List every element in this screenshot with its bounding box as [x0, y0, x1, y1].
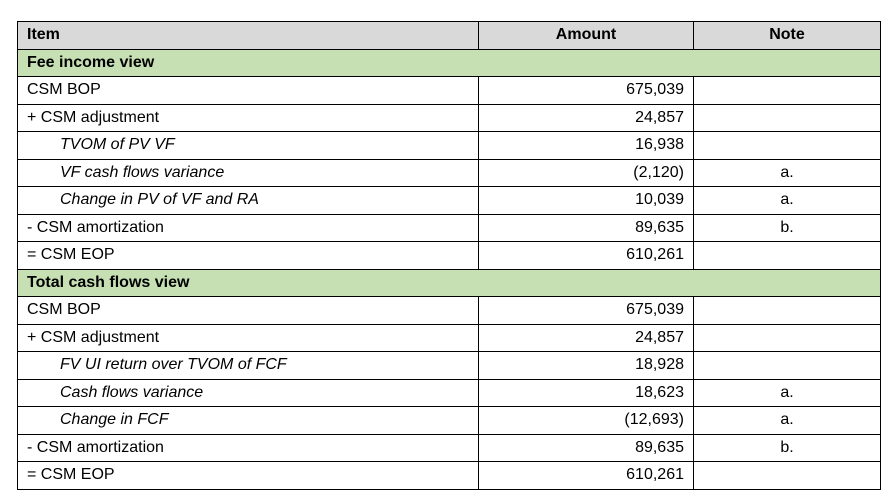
- amount-cell: 10,039: [479, 187, 694, 215]
- amount-cell: (2,120): [479, 159, 694, 187]
- table-row: [18, 462, 881, 490]
- note-cell: b.: [694, 434, 881, 462]
- amount-cell: 89,635: [479, 434, 694, 462]
- table-row: [18, 379, 881, 407]
- note-cell: [694, 242, 881, 270]
- amount-cell: 24,857: [479, 324, 694, 352]
- table-row: [18, 434, 881, 462]
- item-cell: VF cash flows variance: [18, 159, 479, 187]
- note-cell: a.: [694, 379, 881, 407]
- item-cell: - CSM amortization: [18, 434, 479, 462]
- note-cell: [694, 352, 881, 380]
- note-cell: [694, 462, 881, 490]
- item-cell: CSM BOP: [18, 297, 479, 325]
- note-cell: [694, 132, 881, 160]
- table-row: [18, 77, 881, 105]
- amount-cell: 610,261: [479, 462, 694, 490]
- item-cell: + CSM adjustment: [18, 324, 479, 352]
- section-title: Fee income view: [18, 49, 881, 77]
- note-cell: a.: [694, 407, 881, 435]
- table-row: [18, 297, 881, 325]
- header-item: Item: [18, 22, 479, 50]
- item-cell: + CSM adjustment: [18, 104, 479, 132]
- item-cell: FV UI return over TVOM of FCF: [18, 352, 479, 380]
- note-cell: [694, 104, 881, 132]
- amount-cell: 675,039: [479, 77, 694, 105]
- csm-reconciliation-table: [17, 21, 881, 490]
- table-row: [18, 242, 881, 270]
- amount-cell: 16,938: [479, 132, 694, 160]
- item-cell: - CSM amortization: [18, 214, 479, 242]
- header-note: Note: [694, 22, 881, 50]
- item-cell: CSM BOP: [18, 77, 479, 105]
- amount-cell: 89,635: [479, 214, 694, 242]
- amount-cell: 675,039: [479, 297, 694, 325]
- note-cell: [694, 324, 881, 352]
- table-row: [18, 324, 881, 352]
- note-cell: [694, 297, 881, 325]
- note-cell: a.: [694, 187, 881, 215]
- table-row: [18, 187, 881, 215]
- note-cell: a.: [694, 159, 881, 187]
- section-header-fee-income: [18, 49, 881, 77]
- amount-cell: 610,261: [479, 242, 694, 270]
- section-header-total-cash-flows: [18, 269, 881, 297]
- header-amount: Amount: [479, 22, 694, 50]
- item-cell: = CSM EOP: [18, 462, 479, 490]
- table-row: [18, 104, 881, 132]
- table-row: [18, 407, 881, 435]
- amount-cell: 18,928: [479, 352, 694, 380]
- table-row: [18, 132, 881, 160]
- note-cell: [694, 77, 881, 105]
- header-row: [18, 22, 881, 50]
- item-cell: Change in FCF: [18, 407, 479, 435]
- amount-cell: 24,857: [479, 104, 694, 132]
- item-cell: Cash flows variance: [18, 379, 479, 407]
- item-cell: Change in PV of VF and RA: [18, 187, 479, 215]
- table-row: [18, 159, 881, 187]
- section-title: Total cash flows view: [18, 269, 881, 297]
- amount-cell: (12,693): [479, 407, 694, 435]
- note-cell: b.: [694, 214, 881, 242]
- amount-cell: 18,623: [479, 379, 694, 407]
- item-cell: TVOM of PV VF: [18, 132, 479, 160]
- table-row: [18, 214, 881, 242]
- item-cell: = CSM EOP: [18, 242, 479, 270]
- table-row: [18, 352, 881, 380]
